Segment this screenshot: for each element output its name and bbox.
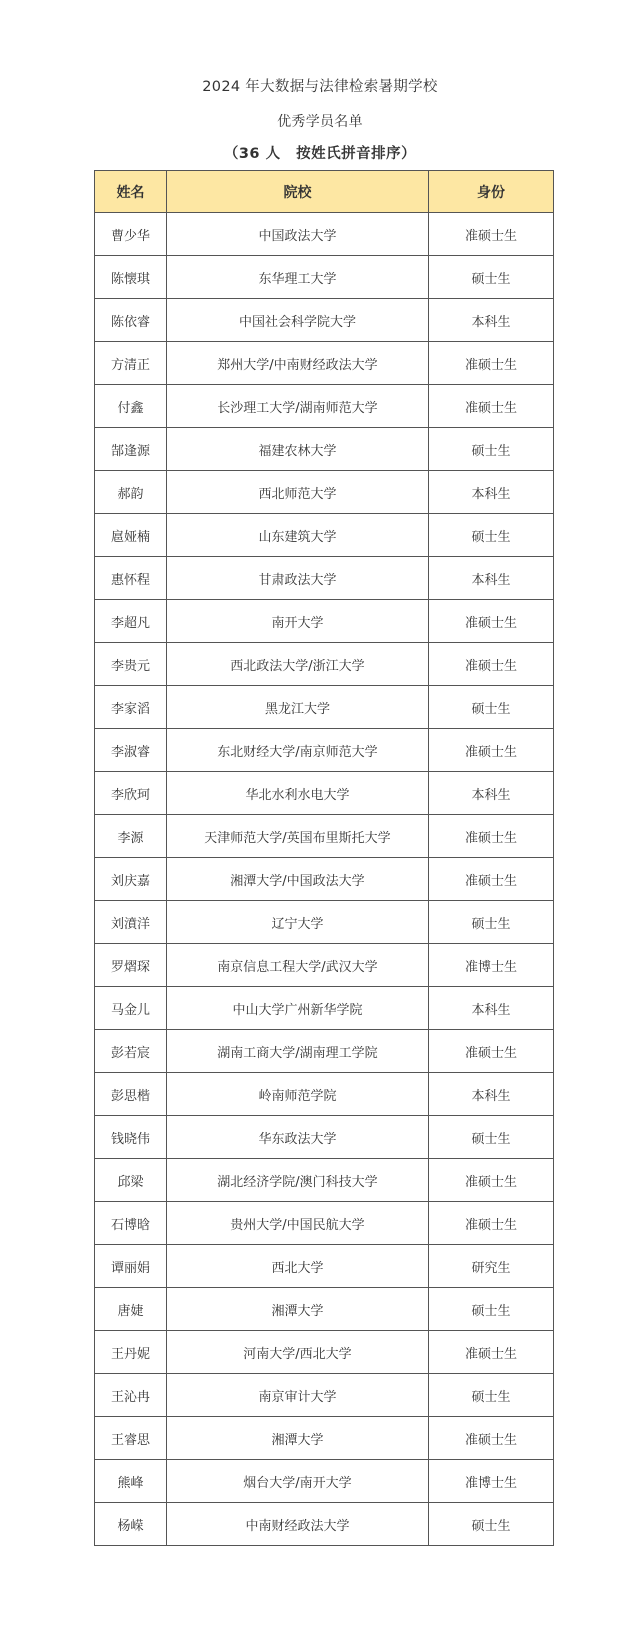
table-row <box>95 514 554 557</box>
school-cell: 中国政法大学 <box>167 213 429 256</box>
table-row <box>95 987 554 1030</box>
status-cell: 准硕士生 <box>429 600 554 643</box>
status-cell: 准硕士生 <box>429 815 554 858</box>
student-name-cell: 唐婕 <box>95 1288 167 1331</box>
school-cell: 河南大学/西北大学 <box>167 1331 429 1374</box>
status-cell: 准硕士生 <box>429 1202 554 1245</box>
student-name-cell: 王丹妮 <box>95 1331 167 1374</box>
table-row <box>95 1116 554 1159</box>
school-cell: 西北政法大学/浙江大学 <box>167 643 429 686</box>
school-cell: 华东政法大学 <box>167 1116 429 1159</box>
table-row <box>95 557 554 600</box>
table-row <box>95 428 554 471</box>
student-name-cell: 杨嵘 <box>95 1503 167 1546</box>
table-row <box>95 600 554 643</box>
table-row <box>95 256 554 299</box>
table-row <box>95 772 554 815</box>
table-body <box>95 213 554 1546</box>
school-cell: 东北财经大学/南京师范大学 <box>167 729 429 772</box>
school-cell: 西北师范大学 <box>167 471 429 514</box>
student-name-cell: 陈懐琪 <box>95 256 167 299</box>
table-header-row <box>95 171 554 213</box>
school-cell: 中山大学广州新华学院 <box>167 987 429 1030</box>
school-cell: 南京审计大学 <box>167 1374 429 1417</box>
student-name-cell: 付鑫 <box>95 385 167 428</box>
student-name-cell: 刘庆嘉 <box>95 858 167 901</box>
student-name-cell: 李淑睿 <box>95 729 167 772</box>
school-cell: 湖南工商大学/湖南理工学院 <box>167 1030 429 1073</box>
column-header-school: 院校 <box>167 171 429 213</box>
school-cell: 中国社会科学院大学 <box>167 299 429 342</box>
table-row <box>95 1030 554 1073</box>
status-cell: 准硕士生 <box>429 1159 554 1202</box>
table-row <box>95 299 554 342</box>
student-name-cell: 罗熠琛 <box>95 944 167 987</box>
student-name-cell: 惠怀程 <box>95 557 167 600</box>
student-name-cell: 李家滔 <box>95 686 167 729</box>
school-cell: 湘潭大学 <box>167 1417 429 1460</box>
table-row <box>95 643 554 686</box>
sort-note <box>0 142 640 163</box>
table-row <box>95 385 554 428</box>
sort-note-count: （36 人 <box>223 146 281 162</box>
school-cell: 东华理工大学 <box>167 256 429 299</box>
student-name-cell: 彭思楷 <box>95 1073 167 1116</box>
status-cell: 准硕士生 <box>429 858 554 901</box>
school-cell: 福建农林大学 <box>167 428 429 471</box>
school-cell: 西北大学 <box>167 1245 429 1288</box>
student-name-cell: 扈娅楠 <box>95 514 167 557</box>
status-cell: 准硕士生 <box>429 1030 554 1073</box>
status-cell: 准硕士生 <box>429 643 554 686</box>
status-cell: 准硕士生 <box>429 1331 554 1374</box>
school-cell: 南京信息工程大学/武汉大学 <box>167 944 429 987</box>
student-name-cell: 钱晓伟 <box>95 1116 167 1159</box>
student-name-cell: 邱梁 <box>95 1159 167 1202</box>
school-cell: 山东建筑大学 <box>167 514 429 557</box>
document-subtitle: 优秀学员名单 <box>277 114 363 130</box>
status-cell: 准博士生 <box>429 1460 554 1503</box>
student-name-cell: 李超凡 <box>95 600 167 643</box>
student-name-cell: 马金儿 <box>95 987 167 1030</box>
school-cell: 辽宁大学 <box>167 901 429 944</box>
student-roster-table <box>94 170 554 1546</box>
table-row <box>95 901 554 944</box>
student-name-cell: 李欣珂 <box>95 772 167 815</box>
school-cell: 天津师范大学/英国布里斯托大学 <box>167 815 429 858</box>
student-name-cell: 王沁冉 <box>95 1374 167 1417</box>
status-cell: 硕士生 <box>429 1503 554 1546</box>
school-cell: 郑州大学/中南财经政法大学 <box>167 342 429 385</box>
table-row <box>95 1159 554 1202</box>
student-name-cell: 李贵元 <box>95 643 167 686</box>
student-name-cell: 刘濆洋 <box>95 901 167 944</box>
status-cell: 准硕士生 <box>429 342 554 385</box>
table-row <box>95 815 554 858</box>
table-row <box>95 471 554 514</box>
school-cell: 南开大学 <box>167 600 429 643</box>
table-row <box>95 1288 554 1331</box>
status-cell: 硕士生 <box>429 686 554 729</box>
status-cell: 本科生 <box>429 557 554 600</box>
student-name-cell: 王睿思 <box>95 1417 167 1460</box>
table-row <box>95 213 554 256</box>
student-name-cell: 石博晗 <box>95 1202 167 1245</box>
table-row <box>95 1245 554 1288</box>
student-name-cell: 李源 <box>95 815 167 858</box>
status-cell: 硕士生 <box>429 428 554 471</box>
status-cell: 研究生 <box>429 1245 554 1288</box>
student-name-cell: 谭丽娟 <box>95 1245 167 1288</box>
student-name-cell: 熊峰 <box>95 1460 167 1503</box>
status-cell: 准硕士生 <box>429 729 554 772</box>
student-name-cell: 彭若宸 <box>95 1030 167 1073</box>
school-cell: 甘肃政法大学 <box>167 557 429 600</box>
school-cell: 烟台大学/南开大学 <box>167 1460 429 1503</box>
status-cell: 本科生 <box>429 471 554 514</box>
status-cell: 准硕士生 <box>429 385 554 428</box>
table-row <box>95 686 554 729</box>
student-name-cell: 郜逢源 <box>95 428 167 471</box>
table-row <box>95 1503 554 1546</box>
status-cell: 硕士生 <box>429 514 554 557</box>
school-cell: 黑龙江大学 <box>167 686 429 729</box>
status-cell: 本科生 <box>429 987 554 1030</box>
school-cell: 岭南师范学院 <box>167 1073 429 1116</box>
table-row <box>95 944 554 987</box>
status-cell: 硕士生 <box>429 1288 554 1331</box>
student-name-cell: 郝韵 <box>95 471 167 514</box>
status-cell: 准博士生 <box>429 944 554 987</box>
table-row <box>95 1073 554 1116</box>
column-header-status: 身份 <box>429 171 554 213</box>
student-name-cell: 陈依睿 <box>95 299 167 342</box>
table-row <box>95 1202 554 1245</box>
school-cell: 湘潭大学 <box>167 1288 429 1331</box>
school-cell: 湘潭大学/中国政法大学 <box>167 858 429 901</box>
status-cell: 硕士生 <box>429 1374 554 1417</box>
status-cell: 硕士生 <box>429 901 554 944</box>
table-row <box>95 342 554 385</box>
table-row <box>95 1417 554 1460</box>
status-cell: 准硕士生 <box>429 1417 554 1460</box>
sort-note-order: 按姓氏拼音排序） <box>296 146 417 162</box>
table-row <box>95 858 554 901</box>
document-title: 2024 年大数据与法律检索暑期学校 <box>202 79 438 95</box>
table-row <box>95 729 554 772</box>
school-cell: 长沙理工大学/湖南师范大学 <box>167 385 429 428</box>
school-cell: 中南财经政法大学 <box>167 1503 429 1546</box>
table-row <box>95 1460 554 1503</box>
table-row <box>95 1331 554 1374</box>
column-header-name: 姓名 <box>95 171 167 213</box>
status-cell: 本科生 <box>429 772 554 815</box>
status-cell: 硕士生 <box>429 256 554 299</box>
table-row <box>95 1374 554 1417</box>
student-name-cell: 曹少华 <box>95 213 167 256</box>
school-cell: 湖北经济学院/澳门科技大学 <box>167 1159 429 1202</box>
student-name-cell: 方清正 <box>95 342 167 385</box>
school-cell: 贵州大学/中国民航大学 <box>167 1202 429 1245</box>
status-cell: 本科生 <box>429 1073 554 1116</box>
school-cell: 华北水利水电大学 <box>167 772 429 815</box>
status-cell: 硕士生 <box>429 1116 554 1159</box>
status-cell: 准硕士生 <box>429 213 554 256</box>
status-cell: 本科生 <box>429 299 554 342</box>
